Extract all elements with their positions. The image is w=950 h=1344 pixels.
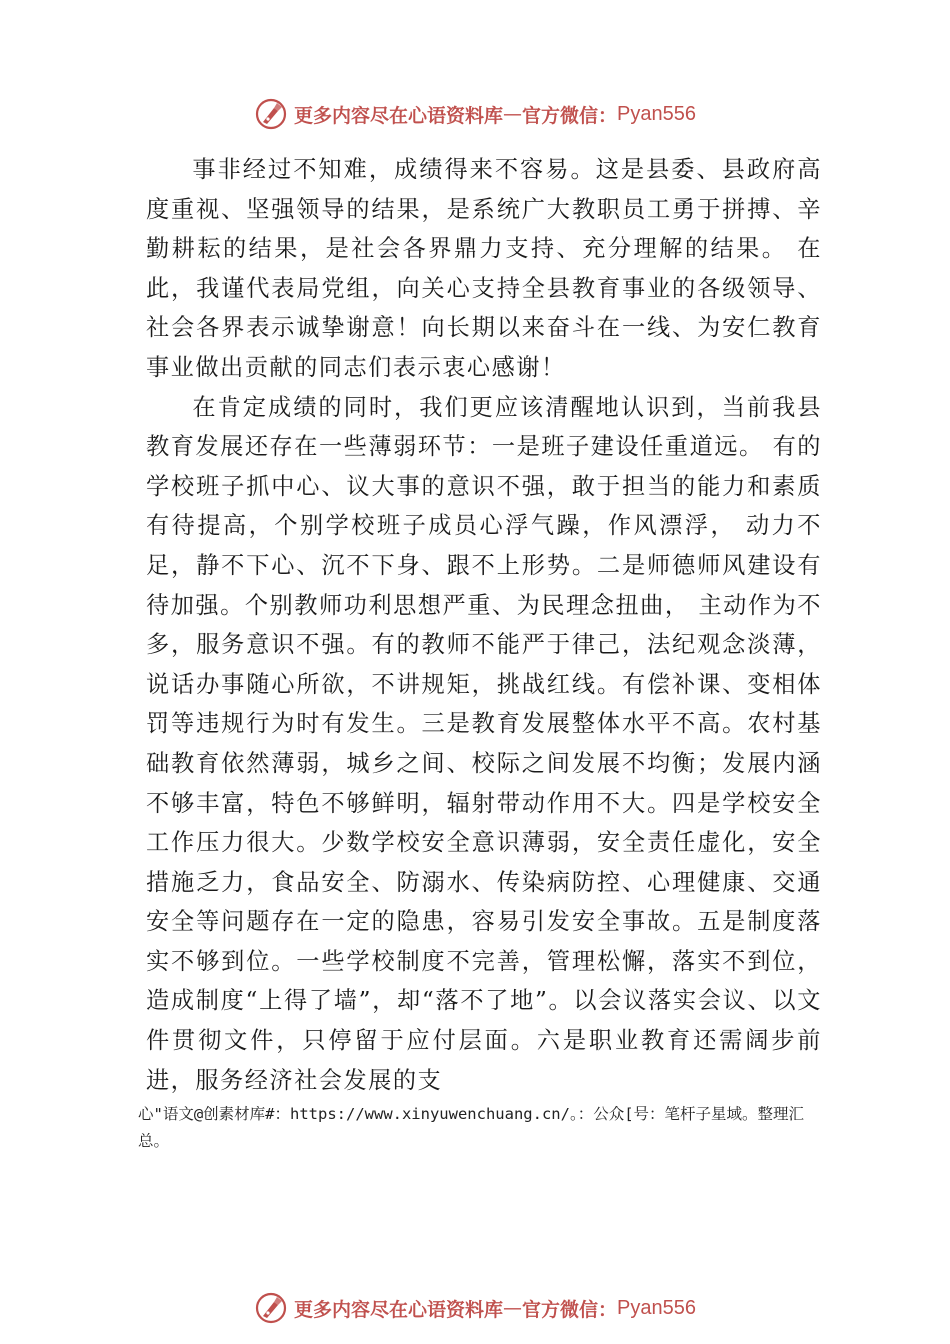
banner-wechat-label: 官方微信： (522, 1298, 618, 1321)
banner-wechat-id: Pyan556 (617, 102, 696, 125)
banner-dash: — (503, 1297, 523, 1319)
footer-banner (0, 1288, 950, 1328)
pen-nib-logo-icon (254, 97, 288, 131)
pen-nib-logo-icon (254, 1291, 288, 1325)
banner-dash: — (503, 103, 523, 125)
document-body (146, 150, 822, 1100)
header-banner (0, 94, 950, 134)
banner-wechat-id: Pyan556 (617, 1296, 696, 1319)
banner-title: 更多内容尽在心语资料库 (294, 104, 504, 127)
paragraph-2: 在肯定成绩的同时，我们更应该清醒地认识到，当前我县教育发展还存在一些薄弱环节：一是班子建设任重道远。 有的学校班子抓中心、议大事的意识不强，敢于担当的能力和素质有待提高，个别学校班子成员心浮气躁，作风漂浮， 动力不足，静不下心、沉不下身、跟不上形势。二是师德师风建设有待加强。个别教师功利思想严重、为民理念扭曲， 主动作为不多，服务意识不强。有的教师不能严于律己，法纪观念淡薄，说话办事随心所欲，不讲规矩，挑战红线。有偿补课、变相体罚等违规行为时有发生。三是教育发展整体水平不高。农村基础教育依然薄弱，城乡之间、校际之间发展不均衡；发展内涵不够丰富，特色不够鲜明，辐射带动作用不大。四是学校安全工作压力很大。少数学校安全意识薄弱，安全责任虚化，安全措施乏力，食品安全、防溺水、传染病防控、心理健康、交通安全等问题存在一定的隐患，容易引发安全事故。五是制度落实不够到位。一些学校制度不完善，管理松懈，落实不到位，造成制度“上得了墙”，却“落不了地”。以会议落实会议、以文件贯彻文件，只停留于应付层面。六是职业教育还需阔步前进，服务经济社会发展的支 (146, 393, 822, 1094)
source-footnote: 心"语文@创素材库#：https://www.xinyuwenchuang.cn/。：公众[号：笔杆子星域。整理汇总。 (138, 1105, 805, 1150)
banner-title: 更多内容尽在心语资料库 (294, 1298, 504, 1321)
banner-wechat-label: 官方微信： (522, 104, 618, 127)
paragraph-1: 事非经过不知难，成绩得来不容易。这是县委、县政府高度重视、坚强领导的结果，是系统广大教职员工勇于拼搏、辛勤耕耘的结果，是社会各界鼎力支持、充分理解的结果。 在此，我谨代表局党组，向关心支持全县教育事业的各级领导、社会各界表示诚挚谢意！向长期以来奋斗在一线、为安仁教育事业做出贡献的同志们表示衷心感谢！ (146, 156, 822, 381)
